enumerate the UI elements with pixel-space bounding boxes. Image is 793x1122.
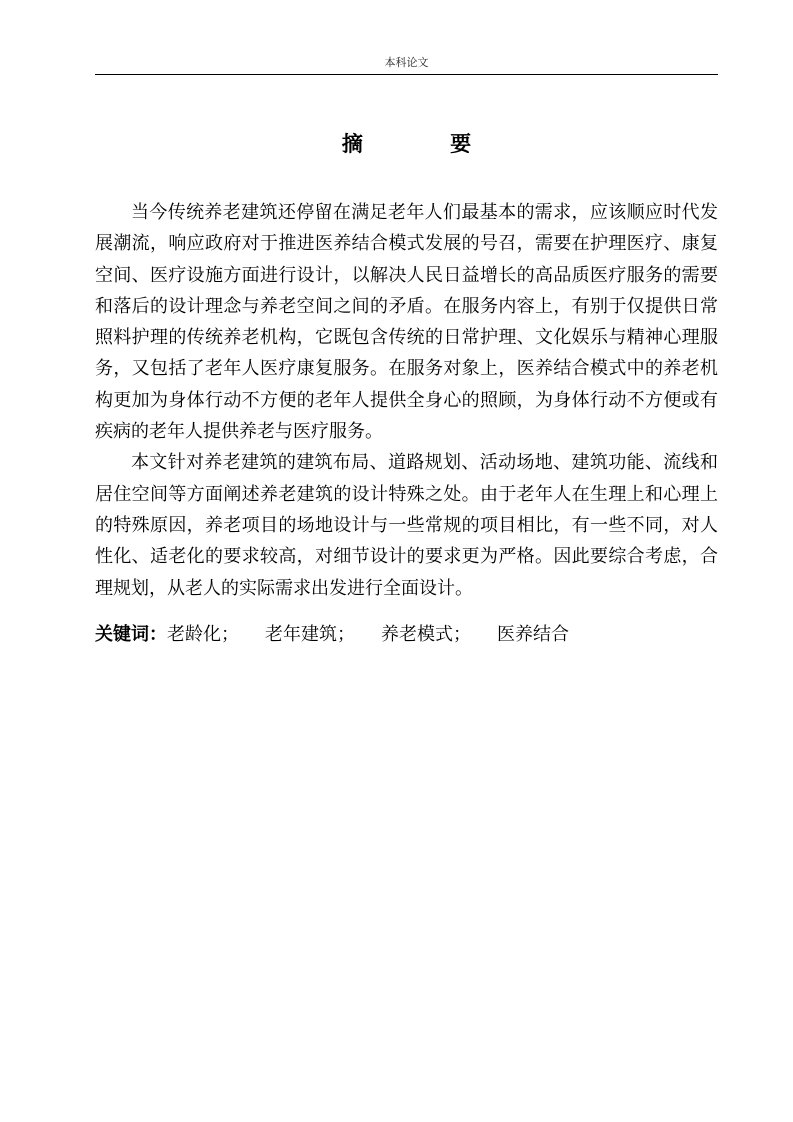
abstract-body — [95, 197, 718, 604]
running-header: 本科论文 — [384, 56, 429, 69]
keyword-2: 老年建筑； — [265, 624, 355, 645]
abstract-paragraph-1: 当今传统养老建筑还停留在满足老年人们最基本的需求，应该顺应时代发展潮流，响应政府对于推进医养结合模式发展的号召，需要在护理医疗、康复空间、医疗设施方面进行设计，以解决人民日益增长的高品质医疗服务的需要和落后的设计理念与养老空间之间的矛盾。在服务内容上，有别于仅提供日常照料护理的传统养老机构，它既包含传统的日常护理、文化娱乐与精神心理服务，又包括了老年人医疗康复服务。在服务对象上，医养结合模式中的养老机构更加为身体行动不方便的老年人提供全身心的照顾，为身体行动不方便或有疾病的老年人提供养老与医疗服务。 — [95, 202, 718, 443]
keyword-4: 医养结合 — [497, 624, 569, 645]
abstract-title: 摘 要 — [341, 131, 512, 156]
keywords-label: 关键词： — [95, 624, 167, 645]
header-rule — [95, 74, 718, 75]
keyword-3: 养老模式； — [381, 624, 471, 645]
keyword-1: 老龄化； — [167, 624, 239, 645]
keywords-line — [95, 620, 718, 650]
abstract-paragraph-2: 本文针对养老建筑的建筑布局、道路规划、活动场地、建筑功能、流线和居住空间等方面阐述养老建筑的设计特殊之处。由于老年人在生理上和心理上的特殊原因，养老项目的场地设计与一些常规的项目相比，有一些不同，对人性化、适老化的要求较高，对细节设计的要求更为严格。因此要综合考虑，合理规划，从老人的实际需求出发进行全面设计。 — [95, 452, 718, 599]
